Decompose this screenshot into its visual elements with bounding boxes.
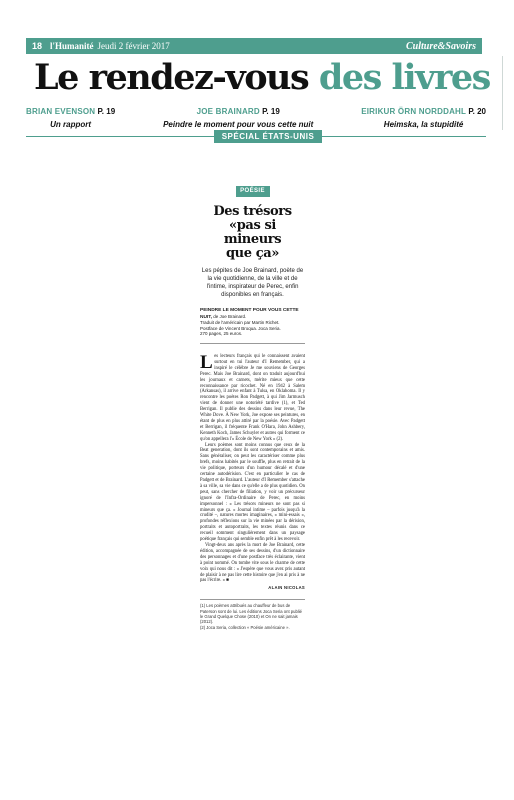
newspaper-name: l'Humanité — [50, 41, 94, 51]
teaser-page: P. 19 — [259, 107, 280, 116]
reference-divider — [200, 343, 305, 344]
page-header-bar — [26, 38, 482, 54]
teaser-author: JOE BRAINARD — [196, 107, 260, 116]
headline-part-2: des livres — [318, 57, 490, 98]
teaser-norddahl[interactable] — [361, 101, 486, 129]
article-standfirst: Les pépites de Joe Brainard, poète de la vie quotidienne, de la ville et de l'intime, inspirateur de Perec, enfin disponibles en français. — [201, 268, 304, 298]
teaser-page: P. 19 — [95, 107, 116, 116]
book-translator: Traduit de l'américain par Martin Richet. — [200, 320, 280, 326]
teaser-evenson[interactable] — [26, 101, 115, 129]
article-rubric: POÉSIE — [236, 186, 270, 197]
teaser-page: P. 20 — [466, 107, 486, 116]
body-paragraph: Leurs poèmes sont moins connus que ceux de la Beat generation, dont ils sont contemporains et amis. Sans généraliser, on peut les caractériser comme plus brefs, moins habités par le souffle, plus en retrait de la vie politique, porteurs d'un humour décalé et d'une certaine autodérision. C'est en particulier le cas de Padgett et de Brainard. L'auteur d'I Remember s'attache à sa ville, sa vie dans ce qu'elle a de plus quotidien. On peut, sans chercher de filiation, y voir un précurseur ignoré de l'Infra-Ordinaire de Perec, en moins impersonnel : « Les trésors mineurs ne sont pas si mineurs que ça. » Journal intime – parfois jusqu'à la crudité –, natures mortes imaginaires, « mini-essais », profondes réflexions sur la vie minées par la dérision, portraits et autoportraits, les textes réunis dans ce recueil somment singulièrement dans un paysage poétique français qui semble enfin prêt à les recevoir. — [200, 442, 305, 543]
footnotes — [200, 599, 305, 630]
teaser-title: Heimska, la stupidité — [383, 120, 464, 129]
teaser-brainard[interactable] — [163, 101, 313, 129]
article-title — [200, 205, 305, 261]
article — [200, 186, 305, 630]
article-title-line: «pas si mineurs — [223, 218, 282, 247]
page-number: 18 — [32, 41, 43, 51]
special-label: SPÉCIAL ÉTATS-UNIS — [214, 130, 322, 143]
author-signature: ALAIN NICOLAS — [268, 585, 305, 591]
special-banner — [26, 130, 486, 142]
book-author: de Joe Brainard. — [212, 313, 247, 319]
teaser-row — [26, 101, 486, 129]
book-details: 270 pages, 25 euros. — [200, 331, 243, 337]
footnote: (1) Les poèmes attribués au chauffeur de bus de Paterson sont de lui. Les éditions Joca Seria ont publié le Grand Quelque Chose (2010) et On ne sait jamais (2012). — [200, 603, 302, 625]
article-title-line: Des trésors — [213, 204, 292, 219]
page-headline — [34, 56, 490, 100]
book-preface: Postface de Vincent Broqua. Joca Seria. — [200, 325, 281, 331]
book-reference — [200, 307, 305, 344]
body-paragraph: Vingt-deux ans après la mort de Joe Brainard, cette édition, accompagnée de ses dessins, d'un dictionnaire des personnages et d'une postface très éclairante, vient à point nommé. On tombe vite sous le charme de cette voix qui nous dit : « J'espère que vous avez pris autant de plaisir à ne pas lire cette histoire que j'en ai pris à ne pas l'écrire. » ■ — [200, 542, 305, 584]
teaser-author: EIRIKUR ÖRN NORDDAHL — [361, 107, 467, 116]
teaser-author: BRIAN EVENSON — [26, 107, 96, 116]
section-name: Culture&Savoirs — [405, 40, 476, 52]
book-title: PEINDRE LE MOMENT POUR VOUS CETTE NUIT, — [200, 308, 299, 320]
margin-rule — [502, 56, 503, 130]
teaser-title: Un rapport — [50, 120, 92, 129]
article-title-line: que ça» — [225, 246, 279, 261]
body-paragraph: Les lecteurs français qui le connaissent avaient surtout en tui l'auteur d'I Remember, qui a inspiré le célèbre Je me souviens de Georges Perec. Mais Joe Brainard, dont on traduit aujourd'hui les journaux et carnets, mérite mieux que cette reconnaissance par ricochet. Né en 1942 à Salem (Arkansas), il arrive enfant à Tulsa, en Oklahoma. Il y rencontre les poètes Ron Padgett, à qui Jim Jarmusch vient de donner une notoriété tardive (1), et Ted Berrigan. Il publie des dessins dans leur revue, The White Dove. À New York, Joe expose ses peintures, en étant de plus en plus attiré par la poésie. Avec Padgett et Berrigan, il fréquente Frank O'Hara, John Ashbery, Kenneth Koch, James Schuyler et autres qui forment ce qu'on appellera l'« École de New York » (2). — [200, 351, 305, 442]
teaser-title: Peindre le moment pour vous cette nuit — [163, 120, 314, 129]
headline-part-1: Le rendez-vous — [34, 57, 319, 98]
footnote: (2) Joca Seria, collection « Poésie américaine ». — [200, 624, 290, 630]
article-body — [200, 351, 305, 591]
issue-date: Jeudi 2 février 2017 — [97, 41, 170, 51]
